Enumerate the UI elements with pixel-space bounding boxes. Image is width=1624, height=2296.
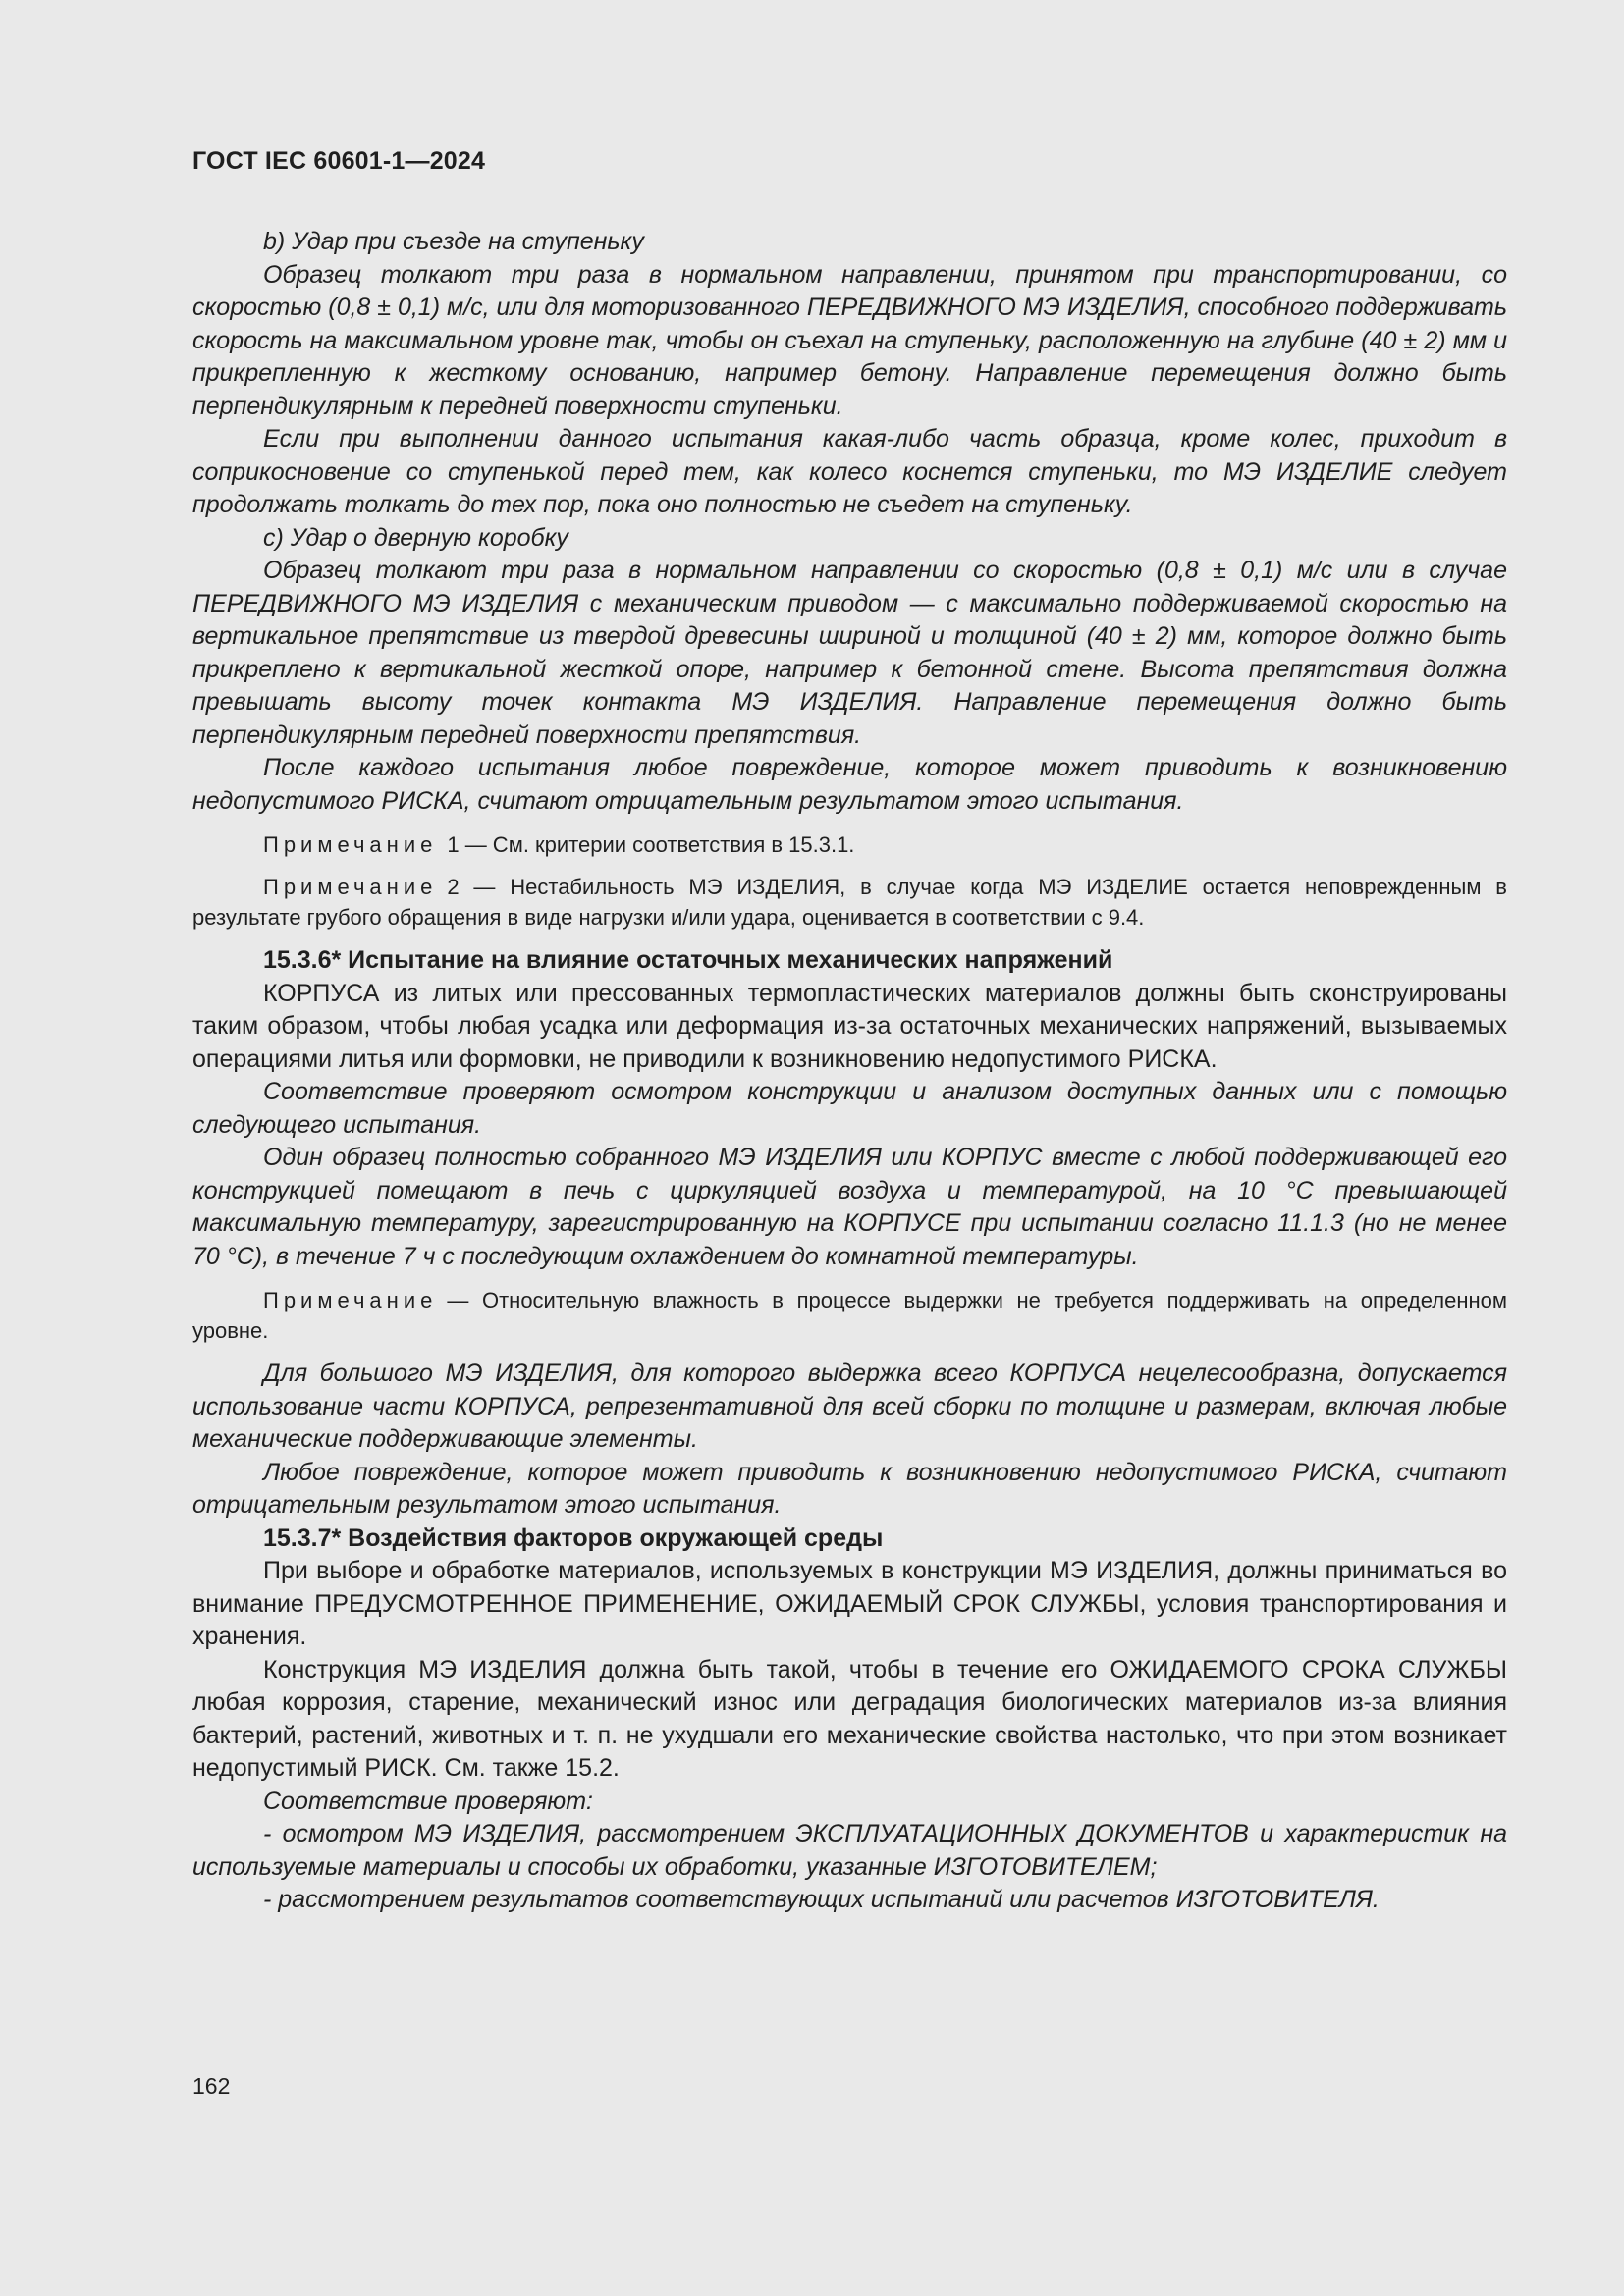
paragraph: После каждого испытания любое повреждение, которое может приводить к возникновению недопустимого РИСКА, считают отрицательным результатом этого испытания.	[192, 754, 1507, 815]
section-heading-15-3-7: 15.3.7* Воздействия факторов окружающей среды	[263, 1523, 884, 1552]
section-heading-15-3-6: 15.3.6* Испытание на влияние остаточных механических напряжений	[263, 946, 1113, 974]
paragraph: Один образец полностью собранного МЭ ИЗДЕЛИЯ или КОРПУС вместе с любой поддерживающей его конструкцией помещают в печь с циркуляцией воздуха и температурой, на 10 °С превышающей максимальную температуру, зарегистрированную на КОРПУСЕ при испытании согласно 11.1.3 (но не менее 70 °С), в течение 7 ч с последующим охлаждением до комнатной температуры.	[192, 1144, 1507, 1270]
note-label: Примечание	[263, 1288, 438, 1312]
paragraph: Любое повреждение, которое может приводить к возникновению недопустимого РИСКА, считают отрицательным результатом этого испытания.	[192, 1458, 1507, 1519]
note-text: 1 — См. критерии соответствия в 15.3.1.	[447, 832, 855, 857]
note-text: 2 — Нестабильность МЭ ИЗДЕЛИЯ, в случае когда МЭ ИЗДЕЛИЕ остается неповрежденным в результате грубого обращения в виде нагрузки и/или удара, оценивается в соответствии с 9.4.	[192, 875, 1507, 930]
paragraph: При выборе и обработке материалов, используемых в конструкции МЭ ИЗДЕЛИЯ, должны приниматься во внимание ПРЕДУСМОТРЕННОЕ ПРИМЕНЕНИЕ, ОЖИДАЕМЫЙ СРОК СЛУЖБЫ, условия транспортирования и хранения.	[192, 1557, 1507, 1650]
paragraph: Для большого МЭ ИЗДЕЛИЯ, для которого выдержка всего КОРПУСА нецелесообразна, допускается использование части КОРПУСА, репрезентативной для всей сборки по толщине и размерам, включая любые механические поддерживающие элементы.	[192, 1360, 1507, 1453]
paragraph: Если при выполнении данного испытания какая-либо часть образца, кроме колес, приходит в соприкосновение со ступенькой перед тем, как колесо коснется ступеньки, то МЭ ИЗДЕЛИЕ следует продолжать толкать до тех пор, пока оно полностью не съедет на ступеньку.	[192, 425, 1507, 518]
note-text: — Относительную влажность в процессе выдержки не требуется поддерживать на определенном уровне.	[192, 1288, 1507, 1343]
page-number: 162	[192, 2073, 231, 2099]
note-label: Примечание	[263, 832, 438, 857]
page-content	[192, 226, 1507, 1917]
paragraph: Образец толкают три раза в нормальном направлении со скоростью (0,8 ± 0,1) м/с или в случае ПЕРЕДВИЖНОГО МЭ ИЗДЕЛИЯ с механическим приводом — с максимально поддерживаемой скоростью на вертикальное препятствие из твердой древесины шириной и толщиной (40 ± 2) мм, которое должно быть прикреплено к вертикальной жесткой опоре, например к бетонной стене. Высота препятствия должна превышать высоту точек контакта МЭ ИЗДЕЛИЯ. Направление перемещения должно быть перпендикулярным передней поверхности препятствия.	[192, 557, 1507, 749]
list-item: - рассмотрением результатов соответствующих испытаний или расчетов ИЗГОТОВИТЕЛЯ.	[263, 1886, 1380, 1913]
paragraph: Образец толкают три раза в нормальном направлении, принятом при транспортировании, со скоростью (0,8 ± 0,1) м/с, или для моторизованного ПЕРЕДВИЖНОГО МЭ ИЗДЕЛИЯ, способного поддерживать скорость на максимальном уровне так, чтобы он съехал на ступеньку, расположенную на глубине (40 ± 2) мм и прикрепленную к жесткому основанию, например бетону. Направление перемещения должно быть перпендикулярным к передней поверхности ступеньки.	[192, 260, 1507, 420]
note-1	[192, 829, 1507, 860]
paragraph: Соответствие проверяют:	[263, 1787, 593, 1815]
paragraph: Конструкция МЭ ИЗДЕЛИЯ должна быть такой, чтобы в течение его ОЖИДАЕМОГО СРОКА СЛУЖБЫ любая коррозия, старение, механический износ или деградация биологических материалов из-за влияния бактерий, растений, животных и т. п. не ухудшали его механические свойства настолько, что при этом возникает недопустимый РИСК. См. также 15.2.	[192, 1655, 1507, 1782]
note-3	[192, 1285, 1507, 1346]
document-header: ГОСТ IEC 60601-1—2024	[192, 147, 486, 175]
subsection-c-title: c) Удар о дверную коробку	[263, 523, 568, 552]
paragraph: КОРПУСА из литых или прессованных термопластических материалов должны быть сконструированы таким образом, чтобы любая усадка или деформация из-за остаточных механических напряжений, вызываемых операциями литья или формовки, не приводили к возникновению недопустимого РИСКА.	[192, 979, 1507, 1073]
note-label: Примечание	[263, 875, 438, 899]
note-2	[192, 872, 1507, 933]
list-item: - осмотром МЭ ИЗДЕЛИЯ, рассмотрением ЭКСПЛУАТАЦИОННЫХ ДОКУМЕНТОВ и характеристик на используемые материалы и способы их обработки, указанные ИЗГОТОВИТЕЛЕМ;	[192, 1820, 1507, 1881]
paragraph: Соответствие проверяют осмотром конструкции и анализом доступных данных или с помощью следующего испытания.	[192, 1078, 1507, 1139]
subsection-b-title: b) Удар при съезде на ступеньку	[263, 228, 644, 255]
